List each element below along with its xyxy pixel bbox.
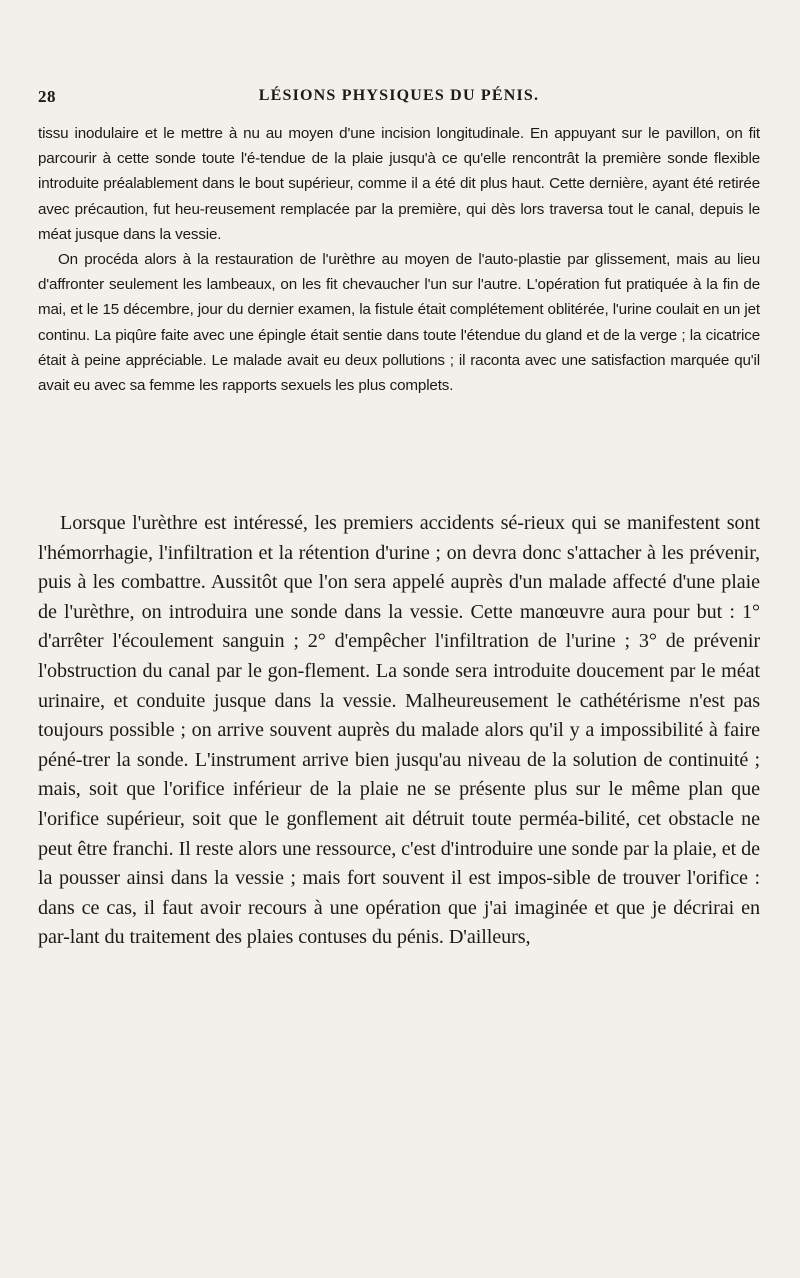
main-body-text: [38, 509, 760, 953]
body-paragraph-1: Lorsque l'urèthre est intéressé, les premiers accidents sé-rieux qui se manifestent sont l'hémorrhagie, l'infiltration et la rétention d'urine ; on devra donc s'attacher à les prévenir, puis à les combattre. Aussitôt que l'on sera appelé auprès d'un malade affecté d'une plaie de l'urèthre, on introduira une sonde dans la vessie. Cette manœuvre aura pour but : 1° d'arrêter l'écoulement sanguin ; 2° d'empêcher l'infiltration de l'urine ; 3° de prévenir l'obstruction du canal par le gon-flement. La sonde sera introduite doucement par le méat urinaire, et conduite jusque dans la vessie. Malheureusement le cathétérisme n'est pas toujours possible ; on arrive souvent auprès du malade alors qu'il y a impossibilité à faire péné-trer la sonde. L'instrument arrive bien jusqu'au niveau de la solution de continuité ; mais, soit que l'orifice inférieur de la plaie ne se présente plus sur le même plan que l'orifice supérieur, soit que le gonflement ait détruit toute perméa-bilité, cet obstacle ne peut être franchi. Il reste alors une ressource, c'est d'introduire une sonde par la plaie, et de la pousser ainsi dans la vessie ; mais fort souvent il est impos-sible de trouver l'orifice : dans ce cas, il faut avoir recours à une opération que j'ai imaginée et que je décrirai en par-lant du traitement des plaies contuses du pénis. D'ailleurs,: [38, 512, 760, 949]
case-paragraph-1: tissu inodulaire et le mettre à nu au moyen d'une incision longitudinale. En appuyant sur le pavillon, on fit parcourir à cette sonde toute l'é-tendue de la plaie jusqu'à ce qu'elle rencontrât la première sonde flexible introduite préalablement dans le bout supérieur, comme il a été dit plus haut. Cette dernière, ayant été retirée avec précaution, fut heu-reusement remplacée par la première, qui dès lors traversa tout le canal, depuis le méat jusque dans la vessie.: [38, 125, 760, 243]
case-paragraph-2: On procéda alors à la restauration de l'urèthre au moyen de l'auto-plastie par glissement, mais au lieu d'affronter seulement les lambeaux, on les fit chevaucher l'un sur l'autre. L'opération fut pratiquée à la fin de mai, et le 15 décembre, jour du dernier examen, la fistule était complétement oblitérée, l'urine coulait en un jet continu. La piqûre faite avec une épingle était sentie dans toute l'étendue du gland et de la verge ; la cicatrice était à peine appréciable. Le malade avait eu deux pollutions ; il raconta avec une satisfaction marquée qu'il avait eu avec sa femme les rapports sexuels les plus complets.: [38, 251, 760, 395]
case-report-text: [38, 121, 760, 398]
running-title: LÉSIONS PHYSIQUES DU PÉNIS.: [258, 87, 540, 104]
page-number: 28: [38, 87, 56, 106]
page-header: [38, 87, 760, 111]
